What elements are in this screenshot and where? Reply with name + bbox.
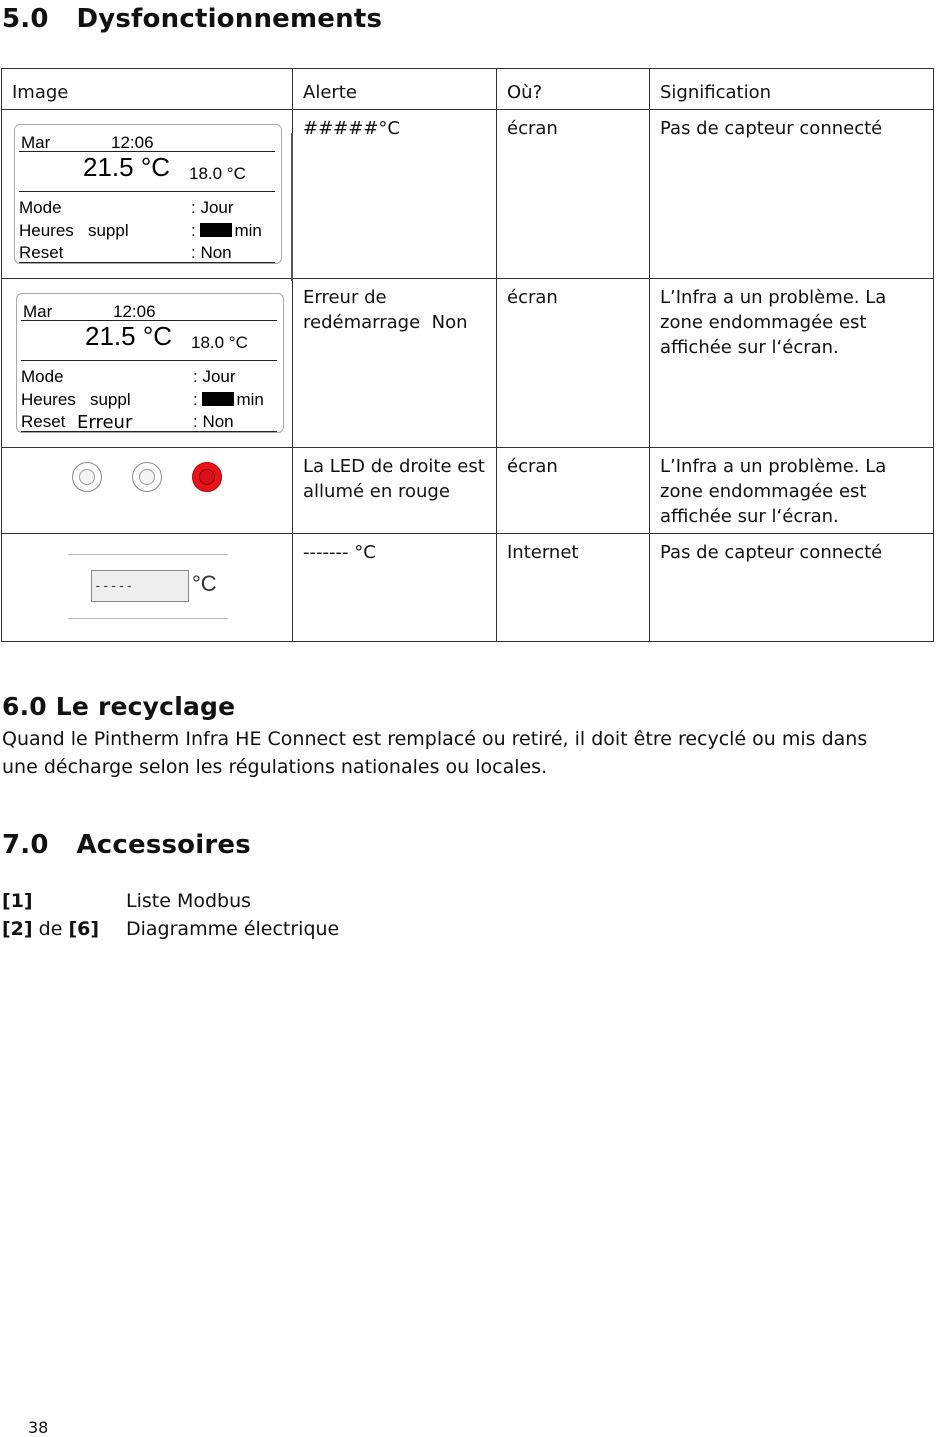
image-cell	[2, 534, 293, 642]
lcd-setpoint: 18.0 °C	[189, 164, 246, 183]
alert-cell: ------- °C	[293, 534, 497, 642]
alert-line-2: redémarrage Non	[303, 312, 468, 333]
page-number: 38	[28, 1418, 49, 1437]
lcd-reset-label: Reset	[21, 412, 66, 431]
header-where: Où?	[497, 69, 650, 110]
table-row	[2, 110, 934, 279]
lcd-hours-label: Heures suppl	[21, 390, 131, 409]
led-right-red-icon	[192, 462, 222, 492]
header-image: Image	[2, 69, 293, 110]
section-7-title: Accessoires	[76, 830, 251, 860]
lcd-time: 12:06	[113, 302, 156, 321]
lcd-mode-value: : Jour	[193, 367, 236, 386]
lcd-hours-label: Heures suppl	[19, 221, 129, 240]
where-cell: écran	[497, 448, 650, 534]
lcd-reset-value: : Non	[191, 243, 232, 262]
accessory-label: Liste Modbus	[126, 890, 252, 912]
table-row	[2, 534, 934, 642]
where-cell: écran	[497, 110, 650, 279]
meaning-cell: Pas de capteur connecté	[650, 110, 934, 279]
lcd-hours-value: : min	[193, 390, 264, 409]
lcd-setpoint: 18.0 °C	[191, 333, 248, 352]
table-header-row	[2, 69, 934, 110]
lcd-temperature: 21.5 °C	[83, 152, 171, 182]
alert-cell: #####°C	[293, 110, 497, 279]
header-meaning: Signification	[650, 69, 934, 110]
alert-cell	[293, 279, 497, 448]
accessory-ref-a: [2]	[2, 918, 33, 940]
lcd-reset-label: Reset	[19, 243, 64, 262]
lcd-mode-value: : Jour	[191, 198, 234, 217]
led-middle-icon	[132, 462, 162, 492]
meaning-cell: L’Infra a un problème. La zone endommagée est affichée sur l‘écran.	[650, 279, 934, 448]
accessory-ref: [1]	[2, 890, 33, 912]
accessory-joiner: de	[32, 918, 69, 940]
lcd-reset-value: : Non	[193, 412, 234, 431]
section-6-text: Quand le Pintherm Infra HE Connect est remplacé ou retiré, il doit être recyclé ou mis dans une décharge selon les régulations nationales ou locales.	[2, 728, 868, 778]
accessory-item	[2, 918, 340, 940]
alert-line-1: Erreur de	[303, 287, 387, 308]
lcd-scrollbar	[291, 133, 293, 281]
lcd-mode-label: Mode	[21, 367, 64, 386]
led-left-icon	[72, 462, 102, 492]
image-cell	[2, 279, 293, 448]
web-temperature-widget	[68, 554, 228, 620]
web-temperature-unit: °C	[192, 571, 217, 596]
lcd-hours-block	[200, 223, 232, 237]
section-6-heading: 6.0 Le recyclage	[2, 692, 236, 721]
meaning-cell: Pas de capteur connecté	[650, 534, 934, 642]
section-7-heading	[2, 830, 251, 860]
image-cell	[2, 448, 293, 534]
lcd-display	[16, 293, 284, 433]
accessory-item	[2, 890, 252, 912]
image-cell	[2, 110, 293, 279]
accessory-ref-b: [6]	[68, 918, 100, 940]
faults-table	[1, 68, 934, 642]
lcd-mode-label: Mode	[19, 198, 62, 217]
table-row	[2, 448, 934, 534]
lcd-hours-value: : min	[191, 221, 262, 240]
lcd-time: 12:06	[111, 133, 154, 152]
lcd-display	[14, 124, 282, 264]
section-7-number: 7.0	[2, 830, 49, 860]
lcd-day: Mar	[23, 302, 53, 321]
lcd-error-overlay: Erreur	[77, 412, 133, 433]
accessory-label: Diagramme électrique	[126, 918, 340, 940]
section-5-number: 5.0	[2, 4, 49, 34]
web-temperature-field: -----	[91, 570, 189, 602]
section-5-heading	[2, 4, 382, 34]
lcd-hours-block	[202, 392, 234, 406]
section-5-title: Dysfonctionnements	[76, 4, 383, 34]
where-cell: écran	[497, 279, 650, 448]
table-row	[2, 279, 934, 448]
where-cell: Internet	[497, 534, 650, 642]
meaning-cell: L’Infra a un problème. La zone endommagée est affichée sur l‘écran.	[650, 448, 934, 534]
header-alert: Alerte	[293, 69, 497, 110]
lcd-temperature: 21.5 °C	[85, 321, 173, 351]
alert-cell: La LED de droite est allumé en rouge	[293, 448, 497, 534]
lcd-day: Mar	[21, 133, 51, 152]
